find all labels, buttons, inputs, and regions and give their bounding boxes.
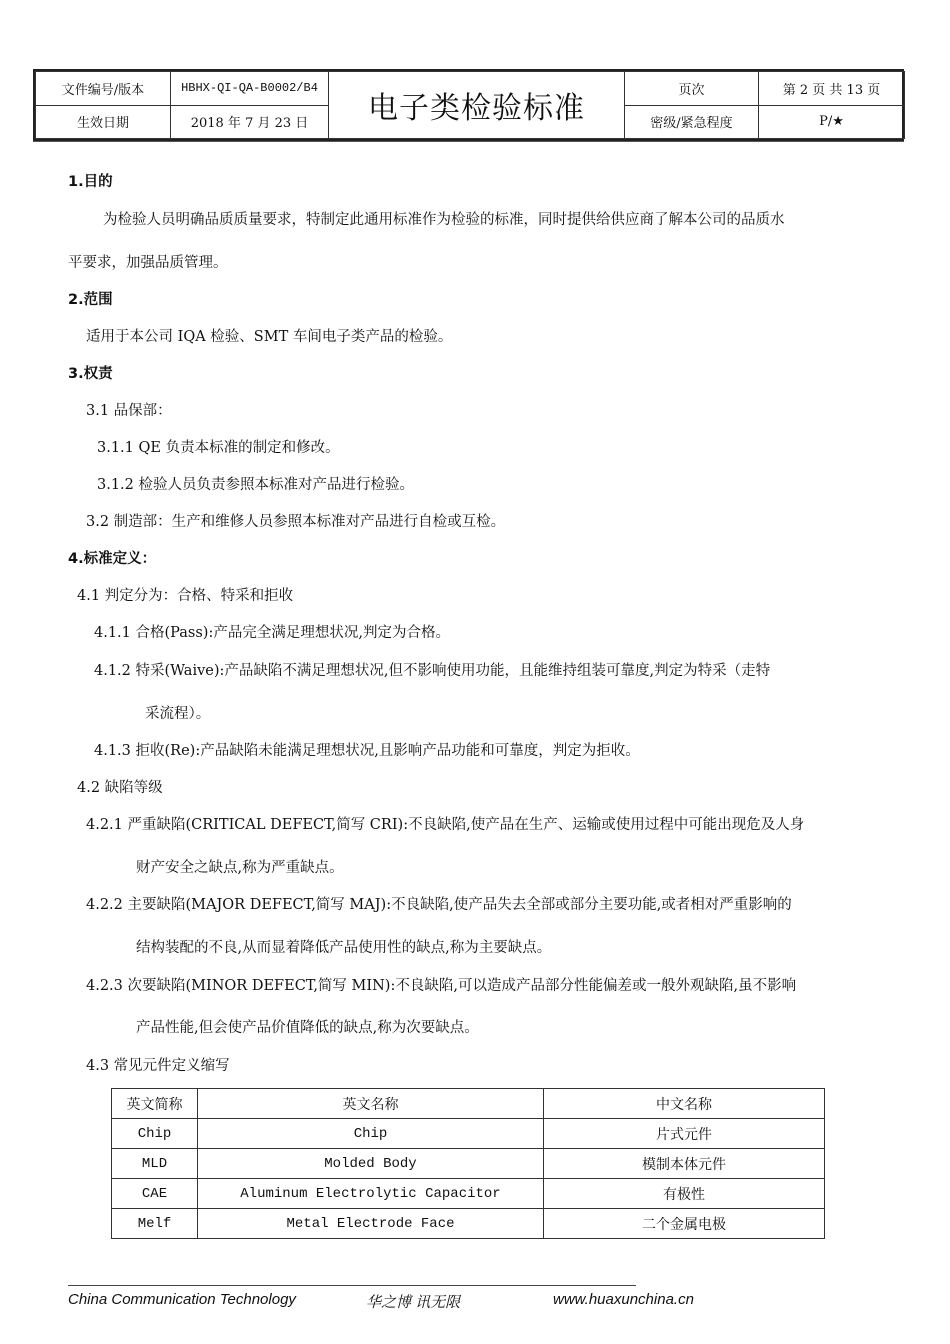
table-row [112, 1209, 825, 1239]
doc-no-value: HBHX-QI-QA-B0002/B4 [171, 72, 329, 106]
document-title: 电子类检验标准 [329, 72, 625, 139]
section-1-paragraph-line-1: 为检验人员明确品质质量要求，特制定此通用标准作为检验的标准，同时提供给供应商了解本公司的品质水 [103, 212, 785, 228]
table-cell: Chip [112, 1119, 198, 1149]
section-4-2-1-line-2: 财产安全之缺点,称为严重缺点。 [136, 860, 344, 876]
doc-no-label: 文件编号/版本 [36, 72, 171, 106]
section-4-1-2-line-2: 采流程）。 [145, 706, 211, 722]
table-cell: Metal Electrode Face [198, 1209, 544, 1239]
section-4-2-2-line-2: 结构装配的不良,从而显着降低产品使用性的缺点,称为主要缺点。 [136, 940, 552, 956]
section-1-paragraph-line-2: 平要求，加强品质管理。 [68, 255, 228, 271]
footer-slogan: 华之博 讯无限 [366, 1294, 461, 1311]
table-cell: MLD [112, 1149, 198, 1179]
section-4-2-3-line-2: 产品性能,但会使产品价值降低的缺点,称为次要缺点。 [136, 1020, 479, 1036]
section-3-1-1: 3.1.1 QE 负责本标准的制定和修改。 [97, 440, 340, 456]
table-cell: Melf [112, 1209, 198, 1239]
section-4-3: 4.3 常见元件定义缩写 [86, 1058, 230, 1074]
section-2-heading: 2.范围 [68, 292, 113, 308]
table-cell: 有极性 [544, 1179, 825, 1209]
section-4-2: 4.2 缺陷等级 [77, 780, 163, 796]
section-4-heading: 4.标准定义： [68, 551, 157, 567]
section-3-1: 3.1 品保部： [86, 403, 172, 419]
section-3-2: 3.2 制造部：生产和维修人员参照本标准对产品进行自检或互检。 [86, 514, 506, 530]
table-cell: 模制本体元件 [544, 1149, 825, 1179]
footer-divider [68, 1285, 636, 1286]
section-4-2-2-line-1: 4.2.2 主要缺陷(MAJOR DEFECT,简写 MAJ):不良缺陷,使产品失去全部或部分主要功能,或者相对严重影响的 [86, 897, 792, 913]
table-row [112, 1179, 825, 1209]
footer-website: www.huaxunchina.cn [553, 1291, 694, 1308]
section-4-1-2-line-1: 4.1.2 特采(Waive):产品缺陷不满足理想状况,但不影响使用功能，且能维持组装可靠度,判定为特采（走特 [94, 663, 771, 679]
column-header: 英文简称 [112, 1089, 198, 1119]
effective-date-value: 2018 年 7 月 23 日 [171, 105, 329, 139]
page-value: 第 2 页 共 13 页 [759, 72, 905, 106]
section-4-1: 4.1 判定分为：合格、特采和拒收 [77, 588, 294, 604]
section-1-heading: 1.目的 [68, 174, 113, 190]
section-4-2-1-line-1: 4.2.1 严重缺陷(CRITICAL DEFECT,简写 CRI):不良缺陷,使产品在生产、运输或使用过程中可能出现危及人身 [86, 817, 805, 833]
column-header: 中文名称 [544, 1089, 825, 1119]
table-cell: CAE [112, 1179, 198, 1209]
section-4-2-3-line-1: 4.2.3 次要缺陷(MINOR DEFECT,简写 MIN):不良缺陷,可以造成产品部分性能偏差或一般外观缺陷,虽不影响 [86, 978, 797, 994]
table-cell: Molded Body [198, 1149, 544, 1179]
table-row [112, 1119, 825, 1149]
column-header: 英文名称 [198, 1089, 544, 1119]
table-cell: Chip [198, 1119, 544, 1149]
document-header [33, 69, 904, 141]
section-3-heading: 3.权责 [68, 366, 113, 382]
table-header-row [112, 1089, 825, 1119]
section-3-1-2: 3.1.2 检验人员负责参照本标准对产品进行检验。 [97, 477, 415, 493]
header-divider [33, 141, 904, 142]
table-cell: 二个金属电极 [544, 1209, 825, 1239]
secret-level-label: 密级/紧急程度 [625, 105, 759, 139]
effective-date-label: 生效日期 [36, 105, 171, 139]
section-2-paragraph: 适用于本公司 IQA 检验、SMT 车间电子类产品的检验。 [86, 329, 453, 345]
table-row [112, 1149, 825, 1179]
table-cell: 片式元件 [544, 1119, 825, 1149]
header-table [35, 71, 905, 139]
page-label: 页次 [625, 72, 759, 106]
component-abbreviation-table [111, 1088, 825, 1239]
table-cell: Aluminum Electrolytic Capacitor [198, 1179, 544, 1209]
section-4-1-1: 4.1.1 合格(Pass):产品完全满足理想状况,判定为合格。 [94, 625, 450, 641]
secret-level-value: P/★ [759, 105, 905, 139]
section-4-1-3: 4.1.3 拒收(Re):产品缺陷未能满足理想状况,且影响产品功能和可靠度，判定为拒收。 [94, 743, 640, 759]
footer-company: China Communication Technology [68, 1291, 296, 1308]
